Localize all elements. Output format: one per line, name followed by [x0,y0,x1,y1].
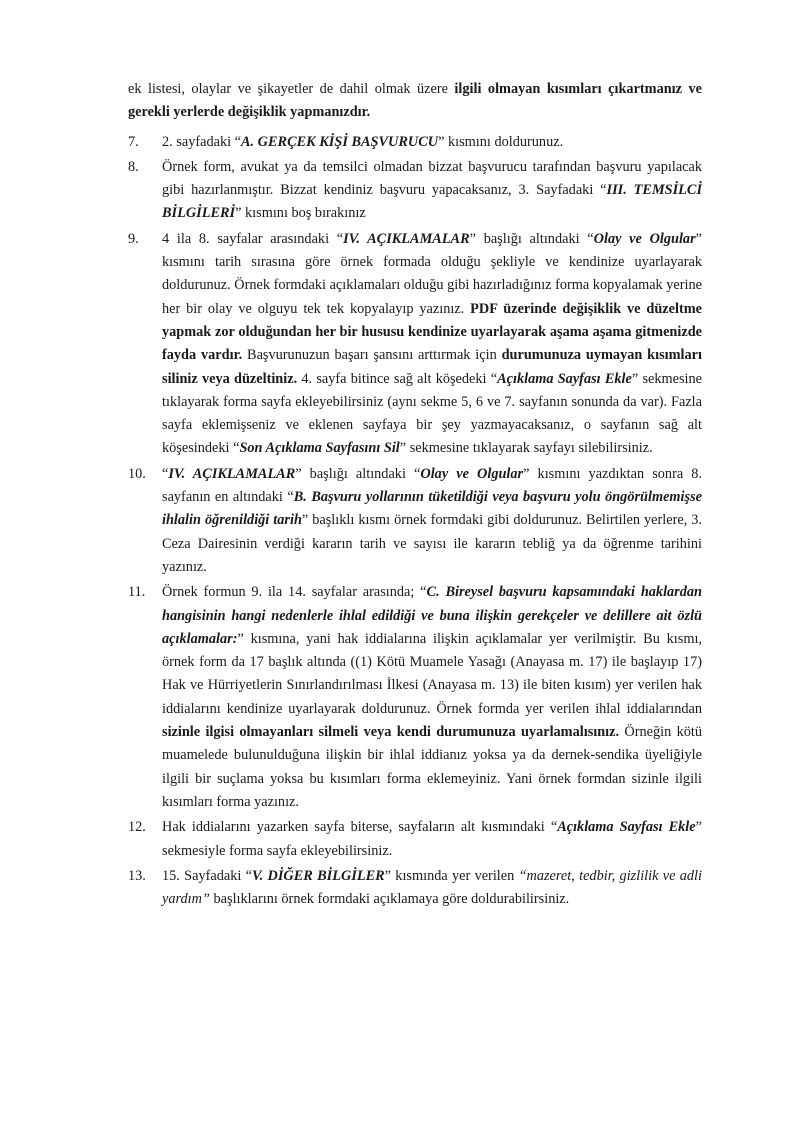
text-segment: ” kısmında yer verilen [384,867,519,884]
text-segment: başlıklarını örnek formdaki açıklamaya göre doldurabilirsiniz. [209,891,570,908]
text-segment: “ [162,465,169,482]
text-segment: ” başlığı altındaki “ [469,230,594,247]
list-item-text [162,156,702,226]
text-segment: A. GERÇEK KİŞİ BAŞVURUCU [241,133,439,150]
text-segment: 2. sayfadaki “ [162,133,241,150]
text-segment: Başvurunuzun başarı şansını arttırmak için [242,347,502,364]
list-item-number: 12. [128,819,146,836]
list-item [128,581,702,814]
text-segment: ” sekmesine tıklayarak sayfayı silebilirsiniz. [399,440,653,457]
list-item-text [162,816,702,863]
text-segment: durumunuza uymayan kısımları siliniz veya düzeltiniz. [162,347,702,387]
text-segment: C. Bireysel başvuru kapsamındaki haklardan hangisinin hangi nedenlerle ihlal edildiği ve buna ilişkin gerekçeler ve delillere ait özlü açıklamalar: [162,584,702,647]
list-item-text [162,131,702,154]
list-item-text [162,865,702,912]
text-segment: Açıklama Sayfası Ekle [497,370,632,387]
list-item-text [162,228,702,461]
text-segment: 15. Sayfadaki “ [162,867,252,884]
text-segment: ” kısmını tarih sırasına göre örnek formada olduğu şekliyle ve kendinize uyarlayarak doldurunuz. Örnek formdaki açıklamaları olduğu gibi hazırladığınız forma kopyalamak yerine her bir olay ve olguyu tek tek kopyalayıp yazınız. [162,230,703,317]
text-segment: ” başlığı altındaki “ [295,465,421,482]
list-item [128,816,702,863]
list-item-text [162,581,702,814]
text-segment: Son Açıklama Sayfasını Sil [239,440,400,457]
list-item [128,463,702,579]
text-segment: B. Başvuru yollarının tüketildiği veya başvuru yolu öngörülmemişse ihlalin öğrenildiği tarih [162,489,702,529]
text-segment: ” kısmını boş bırakınız [235,205,366,222]
text-segment: ” sekmesiyle forma sayfa ekleyebilirsiniz. [162,819,702,859]
text-segment: Olay ve Olgular [420,465,524,482]
text-segment: IV. AÇIKLAMALAR [343,230,470,247]
text-segment: III. TEMSİLCİ BİLGİLERİ [162,182,703,222]
numbered-instruction-list [128,131,702,912]
intro-text-plain: ek listesi, olaylar ve şikayetler de dahil olmak üzere [128,81,455,97]
text-segment: Örnek formun 9. ila 14. sayfalar arasında; “ [162,584,427,601]
text-segment: Örnek form, avukat ya da temsilci olmadan bizzat başvurucu tarafından başvuru yapılacak gibi hazırlanmıştır. Bizzat kendiniz başvuru yapacaksanız, 3. Sayfadaki “ [162,158,702,199]
text-segment: Hak iddialarını yazarken sayfa biterse, sayfaların alt kısmındaki “ [162,819,558,836]
text-segment: PDF üzerinde değişiklik ve düzeltme yapmak zor olduğundan her bir hususu kendinize uyarlayarak aşama aşama gitmenizde fayda vardır. [162,300,702,364]
text-segment: ” kısmını doldurunuz. [438,133,564,150]
text-segment: ” sekmesine tıklayarak forma sayfa ekleyebilirsiniz (aynı sekme 5, 6 ve 7. sayfanın sonunda da var). Fazla sayfa eklemişseniz ve eklenen sayfaya bir şey yazmayacaksanız, o sayfanın sağ alt köşesindeki “ [162,370,703,457]
intro-text-bold: ilgili olmayan kısımları çıkartmanız ve gerekli yerlerde değişiklik yapmanızdır. [128,81,702,121]
list-item-number: 9. [128,230,139,247]
text-segment: IV. AÇIKLAMALAR [168,465,296,482]
list-item [128,131,702,154]
list-item-number: 10. [128,465,146,482]
text-segment: ” kısmını yazdıktan sonra 8. sayfanın en altındaki “ [162,465,702,506]
list-item [128,156,702,226]
list-item-number: 13. [128,867,146,884]
list-item-number: 11. [128,584,146,601]
text-segment: Açıklama Sayfası Ekle [557,819,696,836]
text-segment: 4 ila 8. sayfalar arasındaki “ [162,230,344,247]
text-segment: V. DİĞER BİLGİLER [251,867,385,884]
text-segment: “mazeret, tedbir, gizlilik ve adli yardım” [162,867,702,908]
text-segment: Örneğin kötü muamelede bulunulduğuna ilişkin bir ihlal iddianız yoksa ya da dernek-sendika üyeliğiyle ilgili bir suçlama yoksa bu kısımları forma eklemeyiniz. Yani örnek formdan sizinle ilgili kısımları forma yazınız. [162,724,702,810]
list-item-number: 8. [128,158,139,175]
text-segment: 4. sayfa bitince sağ alt köşedeki “ [297,370,498,387]
list-item-number: 7. [128,133,139,150]
intro-paragraph [128,78,702,125]
text-segment: Olay ve Olgular [593,230,696,247]
text-segment: ” başlıklı kısmı örnek formdaki gibi doldurunuz. Belirtilen yerlere, 3. Ceza Dairesinin verdiği kararın tarih ve sayısı ile kararın tebliğ ya da öğrenme tarihini yazınız. [162,512,703,575]
list-item [128,865,702,912]
list-item-text [162,463,702,579]
text-segment: ” kısmına, yani hak iddialarına ilişkin açıklamalar yer verilmiştir. Bu kısmı, örnek form da 17 başlık altında ((1) Kötü Muamele Yasağı (Anayasa m. 17) ile başlayıp 17) Hak ve Hürriyetlerin Sınırlandırılması İlkesi (Anayasa m. 13) ile biten kısım) yer verilen hak iddialarını kendinize uyarlayarak doldurunuz. Örnek formda yer verilen ihlal iddialarından [162,630,702,717]
text-segment: sizinle ilgisi olmayanları silmeli veya kendi durumunuza uyarlamalısınız. [162,724,620,741]
list-item [128,228,702,461]
